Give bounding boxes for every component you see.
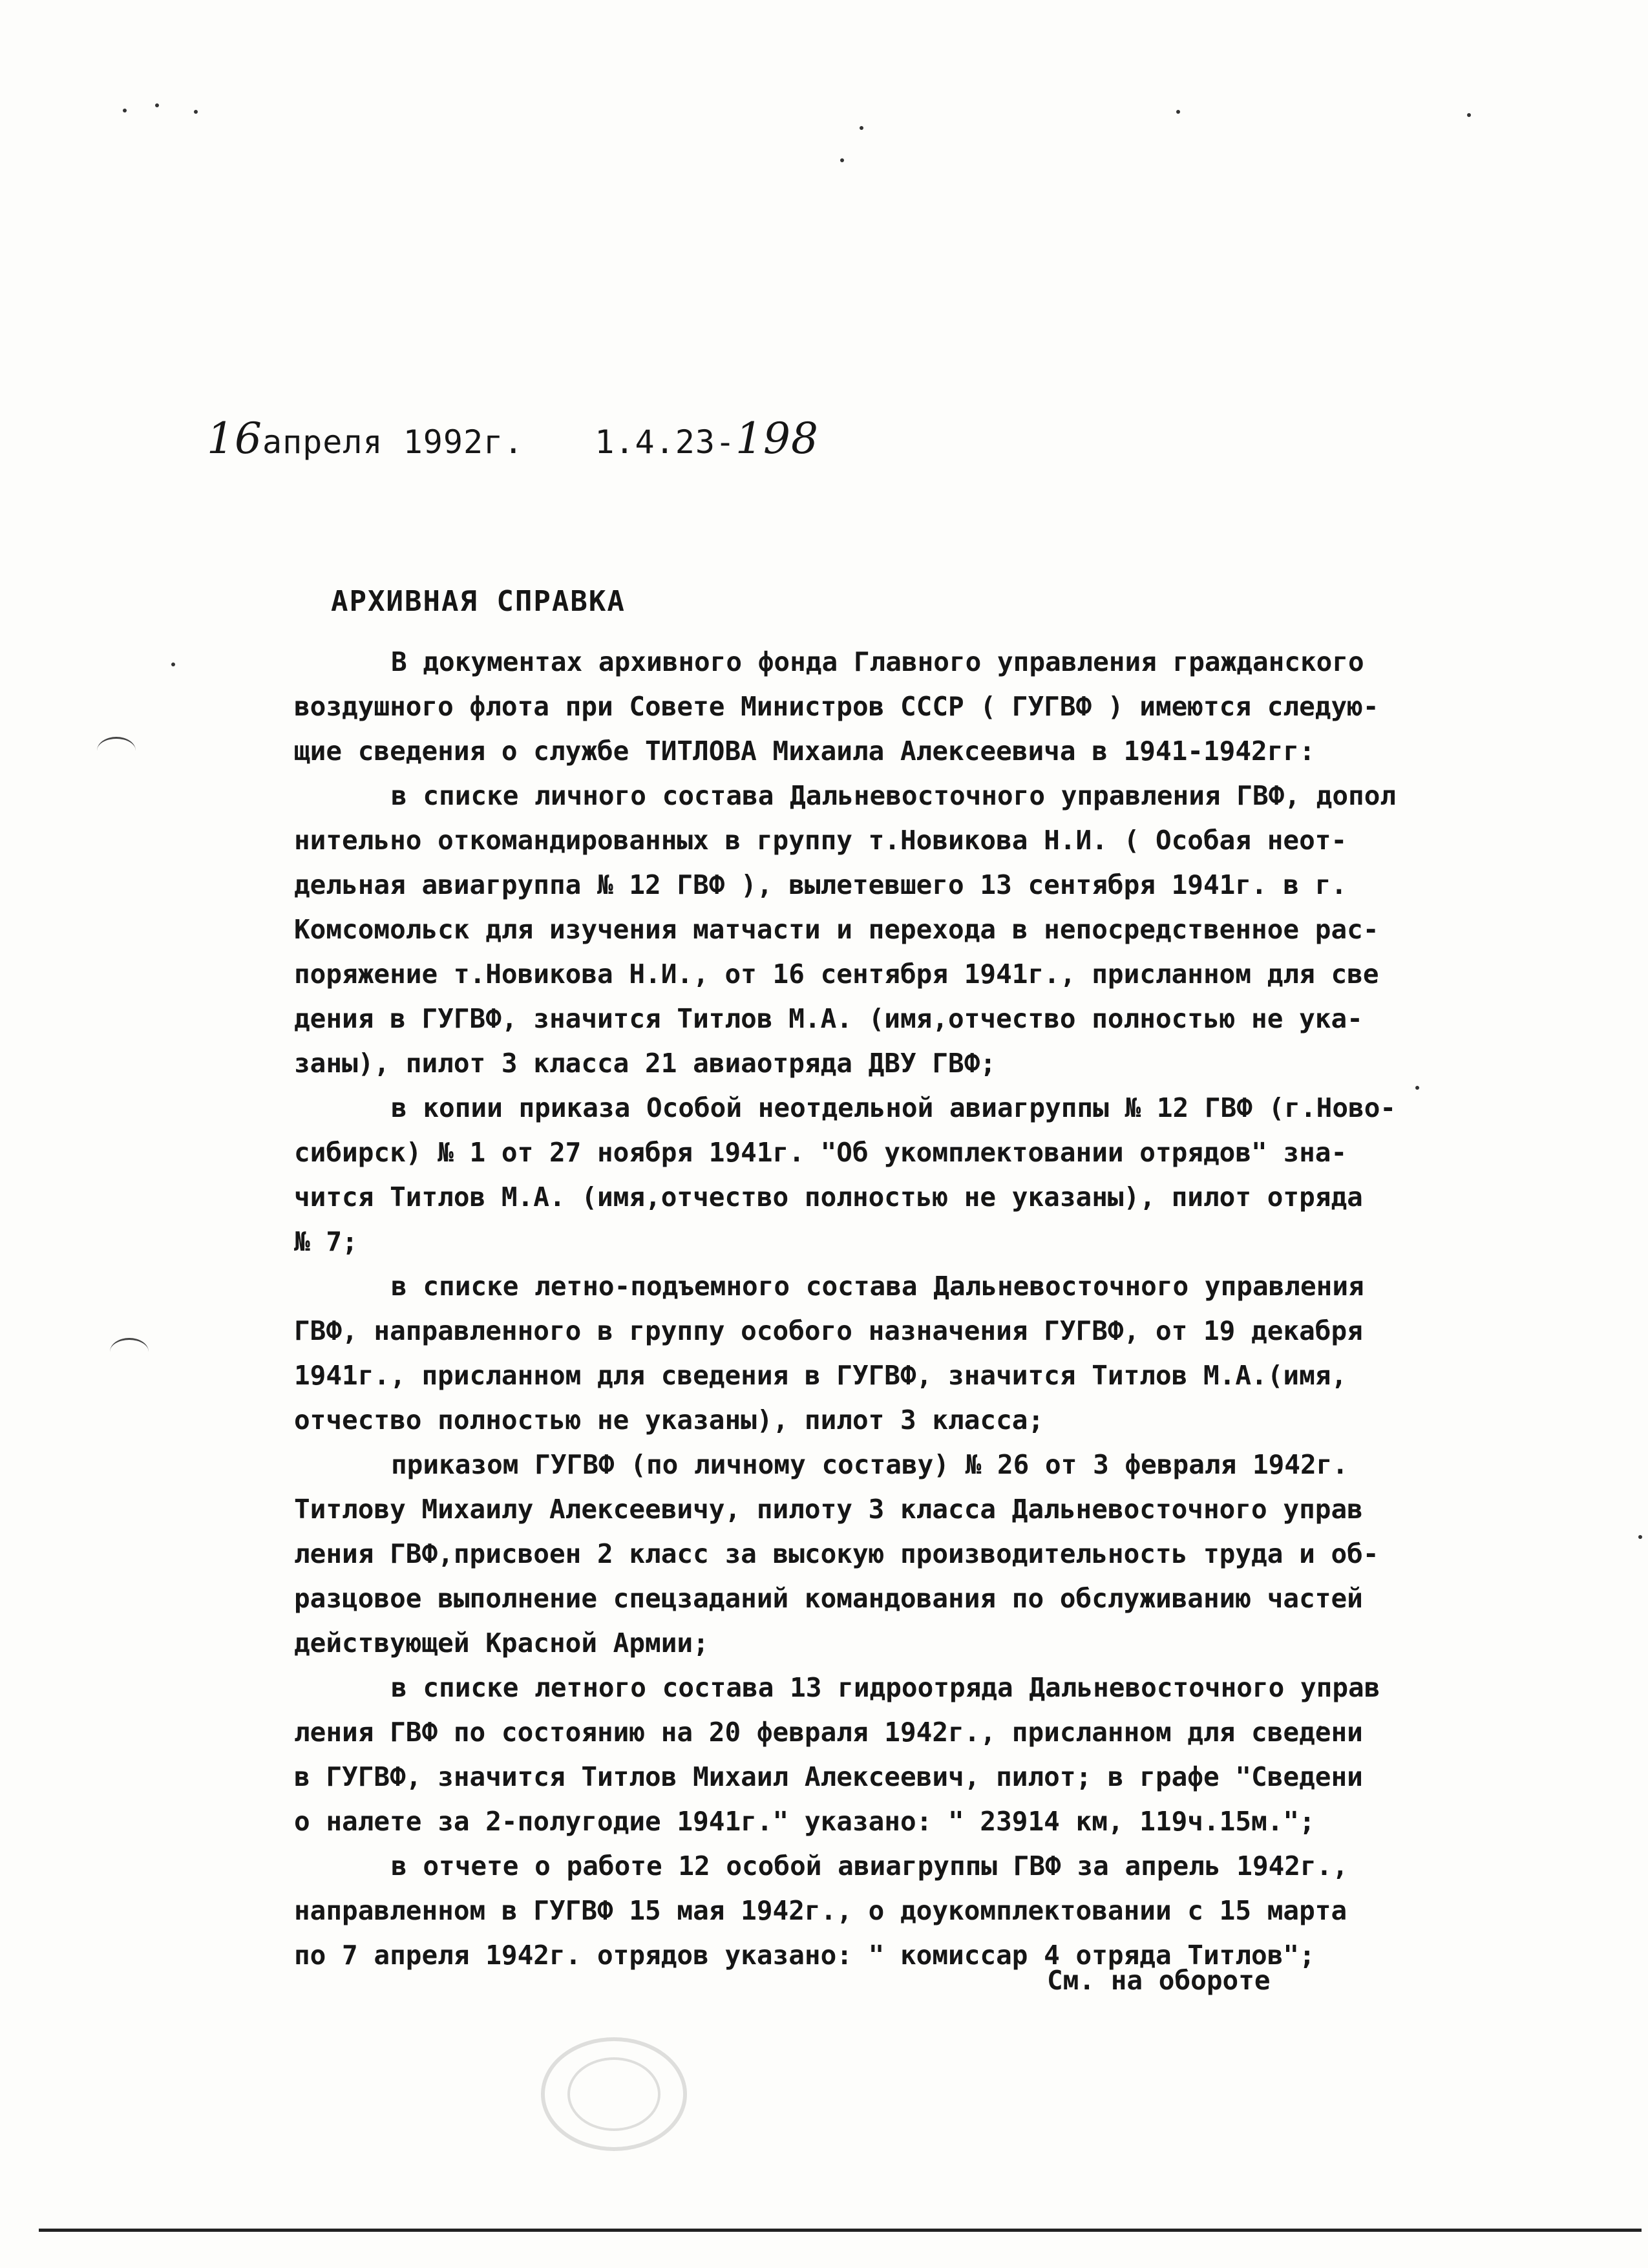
text-line: в отчете о работе 12 особой авиагруппы ГВФ за апрель 1942г.,: [391, 1850, 1349, 1881]
paragraph: [294, 1264, 1638, 1443]
text-line: дения в ГУГВФ, значится Титлов М.А. (имя,отчество полностью не ука-: [294, 1003, 1363, 1034]
scan-speck: [155, 103, 159, 107]
scan-speck: [1638, 1535, 1642, 1539]
document-title: АРХИВНАЯ СПРАВКА: [331, 585, 626, 618]
bottom-edge-line: [39, 2229, 1642, 2232]
text-line: по 7 апреля 1942г. отрядов указано: " комиссар 4 отряда Титлов";: [294, 1940, 1315, 1971]
text-line: в списке летного состава 13 гидроотряда Дальневосточного управ: [391, 1672, 1380, 1703]
handwritten-reference: 198: [735, 414, 819, 463]
see-reverse-note: См. на обороте: [1047, 1965, 1271, 1996]
text-line: щие сведения о службе ТИТЛОВА Михаила Алексеевича в 1941-1942гг:: [294, 736, 1315, 767]
date-text: апреля 1992г.: [262, 423, 524, 461]
text-line: чится Титлов М.А. (имя,отчество полностью не указаны), пилот отряда: [294, 1182, 1363, 1213]
text-line: № 7;: [294, 1226, 358, 1257]
text-line: в ГУГВФ, значится Титлов Михаил Алексеевич, пилот; в графе "Сведени: [294, 1761, 1363, 1792]
scan-speck: [1176, 110, 1180, 114]
scan-mark: [97, 737, 136, 765]
text-line: разцовое выполнение спецзаданий командования по обслуживанию частей: [294, 1583, 1363, 1614]
text-line: ления ГВФ по состоянию на 20 февраля 1942г., присланном для сведени: [294, 1717, 1363, 1748]
scan-speck: [1467, 113, 1471, 117]
text-line: отчество полностью не указаны), пилот 3 класса;: [294, 1404, 1044, 1436]
reference-number: 1.4.23-: [595, 423, 736, 461]
text-line: в списке личного состава Дальневосточного управления ГВФ, допол: [391, 780, 1397, 811]
scan-speck: [123, 109, 127, 112]
text-line: дельная авиагруппа № 12 ГВФ ), вылетевшего 13 сентября 1941г. в г.: [294, 869, 1347, 900]
text-line: направленном в ГУГВФ 15 мая 1942г., о доукомплектовании с 15 марта: [294, 1895, 1347, 1926]
document-date-line: [207, 414, 819, 463]
text-line: В документах архивного фонда Главного управления гражданского: [391, 646, 1364, 677]
text-line: Титлову Михаилу Алексеевичу, пилоту 3 класса Дальневосточного управ: [294, 1494, 1363, 1525]
text-line: ГВФ, направленного в группу особого назначения ГУГВФ, от 19 декабря: [294, 1315, 1363, 1346]
text-line: в списке летно-подъемного состава Дальневосточного управления: [391, 1271, 1364, 1302]
document-body: [294, 640, 1638, 1978]
text-line: о налете за 2-полугодие 1941г." указано: " 23914 км, 119ч.15м.";: [294, 1806, 1315, 1837]
scan-speck: [860, 126, 863, 130]
paragraph: [294, 1443, 1638, 1666]
text-line: в копии приказа Особой неотдельной авиагруппы № 12 ГВФ (г.Ново-: [391, 1092, 1397, 1123]
handwritten-day: 16: [207, 414, 262, 463]
faint-stamp-image: [530, 2030, 698, 2159]
text-line: поряжение т.Новикова Н.И., от 16 сентября 1941г., присланном для све: [294, 959, 1379, 990]
text-line: ления ГВФ,присвоен 2 класс за высокую производительность труда и об-: [294, 1538, 1379, 1569]
paragraph: [294, 1086, 1638, 1264]
paragraph: [294, 640, 1638, 774]
text-line: Комсомольск для изучения матчасти и перехода в непосредственное рас-: [294, 914, 1379, 945]
scan-speck: [194, 110, 198, 114]
scan-speck: [840, 158, 844, 162]
paragraph: [294, 774, 1638, 1086]
text-line: действующей Красной Армии;: [294, 1627, 709, 1659]
text-line: приказом ГУГВФ (по личному составу) № 26 от 3 февраля 1942г.: [391, 1449, 1349, 1480]
paragraph: [294, 1666, 1638, 1844]
text-line: нительно откомандированных в группу т.Новикова Н.И. ( Особая неот-: [294, 825, 1347, 856]
scan-mark: [110, 1338, 149, 1366]
text-line: 1941г., присланном для сведения в ГУГВФ, значится Титлов М.А.(имя,: [294, 1360, 1347, 1391]
text-line: заны), пилот 3 класса 21 авиаотряда ДВУ ГВФ;: [294, 1048, 997, 1079]
text-line: воздушного флота при Совете Министров СССР ( ГУГВФ ) имеются следую-: [294, 691, 1379, 722]
paragraph: [294, 1844, 1638, 1978]
scan-speck: [171, 662, 175, 666]
text-line: сибирск) № 1 от 27 ноября 1941г. "Об укомплектовании отрядов" зна-: [294, 1137, 1347, 1168]
